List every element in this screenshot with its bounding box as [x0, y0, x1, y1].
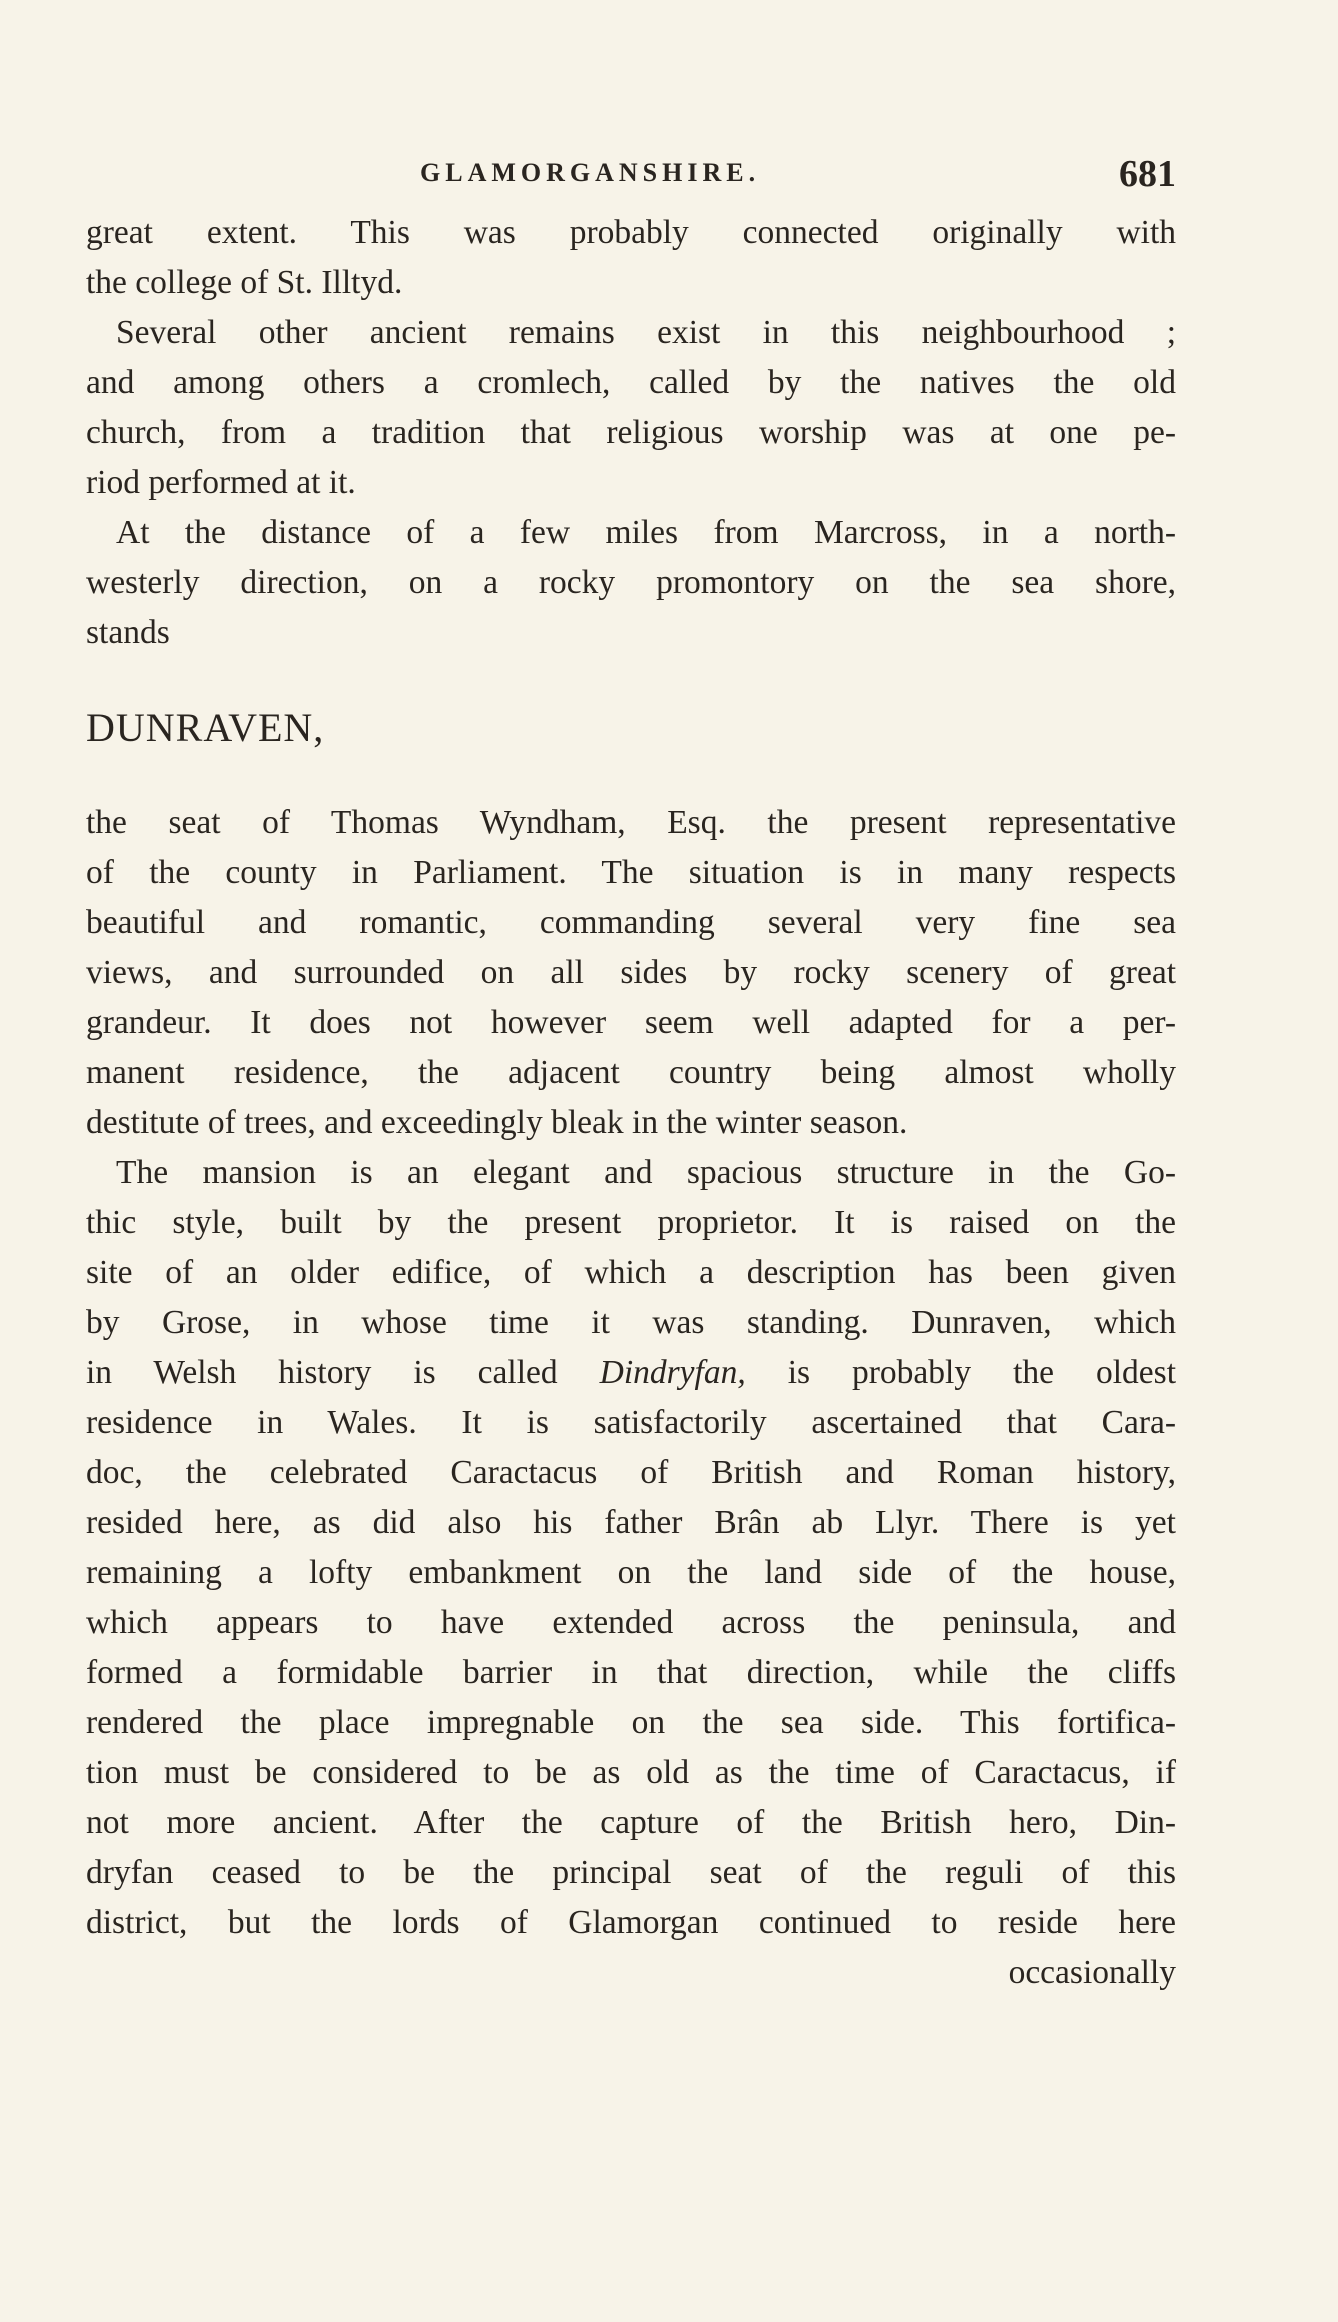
catchword: occasionally [1008, 1954, 1176, 1991]
text-line: thic style, built by the present proprietor. It is raised on the [86, 1204, 1176, 1241]
text-line: riod performed at it. [86, 464, 356, 501]
text-line: manent residence, the adjacent country being almost wholly [86, 1054, 1176, 1091]
text-line: tion must be considered to be as old as the time of Caractacus, if [86, 1754, 1176, 1791]
text-line: westerly direction, on a rocky promontory on the sea shore, [86, 564, 1176, 601]
italic-place-name: Dindryfan, [599, 1354, 746, 1391]
text-line: destitute of trees, and exceedingly bleak in the winter season. [86, 1104, 908, 1141]
section-title: DUNRAVEN, [86, 705, 325, 750]
text-line: views, and surrounded on all sides by rocky scenery of great [86, 954, 1176, 991]
text-line: of the county in Parliament. The situation is in many respects [86, 854, 1176, 891]
text-line: the seat of Thomas Wyndham, Esq. the present representative [86, 804, 1176, 841]
text-line: stands [86, 614, 170, 651]
text-line: great extent. This was probably connected originally with [86, 214, 1176, 251]
text-line: formed a formidable barrier in that direction, while the cliffs [86, 1654, 1176, 1691]
text-line: not more ancient. After the capture of the British hero, Din- [86, 1804, 1176, 1841]
text-line: the college of St. Illtyd. [86, 264, 403, 301]
text-line: grandeur. It does not however seem well adapted for a per- [86, 1004, 1176, 1041]
text-line: site of an older edifice, of which a description has been given [86, 1254, 1176, 1291]
page-number: 681 [1119, 153, 1176, 195]
text-line: beautiful and romantic, commanding several very fine sea [86, 904, 1176, 941]
text-line: dryfan ceased to be the principal seat of the reguli of this [86, 1854, 1176, 1891]
text-line: The mansion is an elegant and spacious structure in the Go- [116, 1154, 1176, 1191]
text-line: rendered the place impregnable on the sea side. This fortifica- [86, 1704, 1176, 1741]
text-fragment: is probably the oldest [745, 1354, 1176, 1391]
text-line: by Grose, in whose time it was standing. Dunraven, which [86, 1304, 1176, 1341]
text-line: which appears to have extended across the peninsula, and [86, 1604, 1176, 1641]
text-line: resided here, as did also his father Brân ab Llyr. There is yet [86, 1504, 1176, 1541]
text-line: remaining a lofty embankment on the land side of the house, [86, 1554, 1176, 1591]
text-line: and among others a cromlech, called by the natives the old [86, 364, 1176, 401]
page-header [86, 152, 1176, 195]
text-line: doc, the celebrated Caractacus of British and Roman history, [86, 1454, 1176, 1491]
body-text [86, 208, 1176, 1998]
text-line-dindryfan [86, 1348, 1176, 1398]
running-head: GLAMORGANSHIRE. [420, 158, 761, 187]
text-line: At the distance of a few miles from Marcross, in a north- [116, 514, 1176, 551]
text-line: church, from a tradition that religious worship was at one pe- [86, 414, 1176, 451]
text-fragment: in Welsh history is called [86, 1354, 600, 1391]
text-line: residence in Wales. It is satisfactorily ascertained that Cara- [86, 1404, 1176, 1441]
text-line: Several other ancient remains exist in this neighbourhood ; [116, 314, 1176, 351]
text-line: district, but the lords of Glamorgan continued to reside here [86, 1904, 1176, 1941]
